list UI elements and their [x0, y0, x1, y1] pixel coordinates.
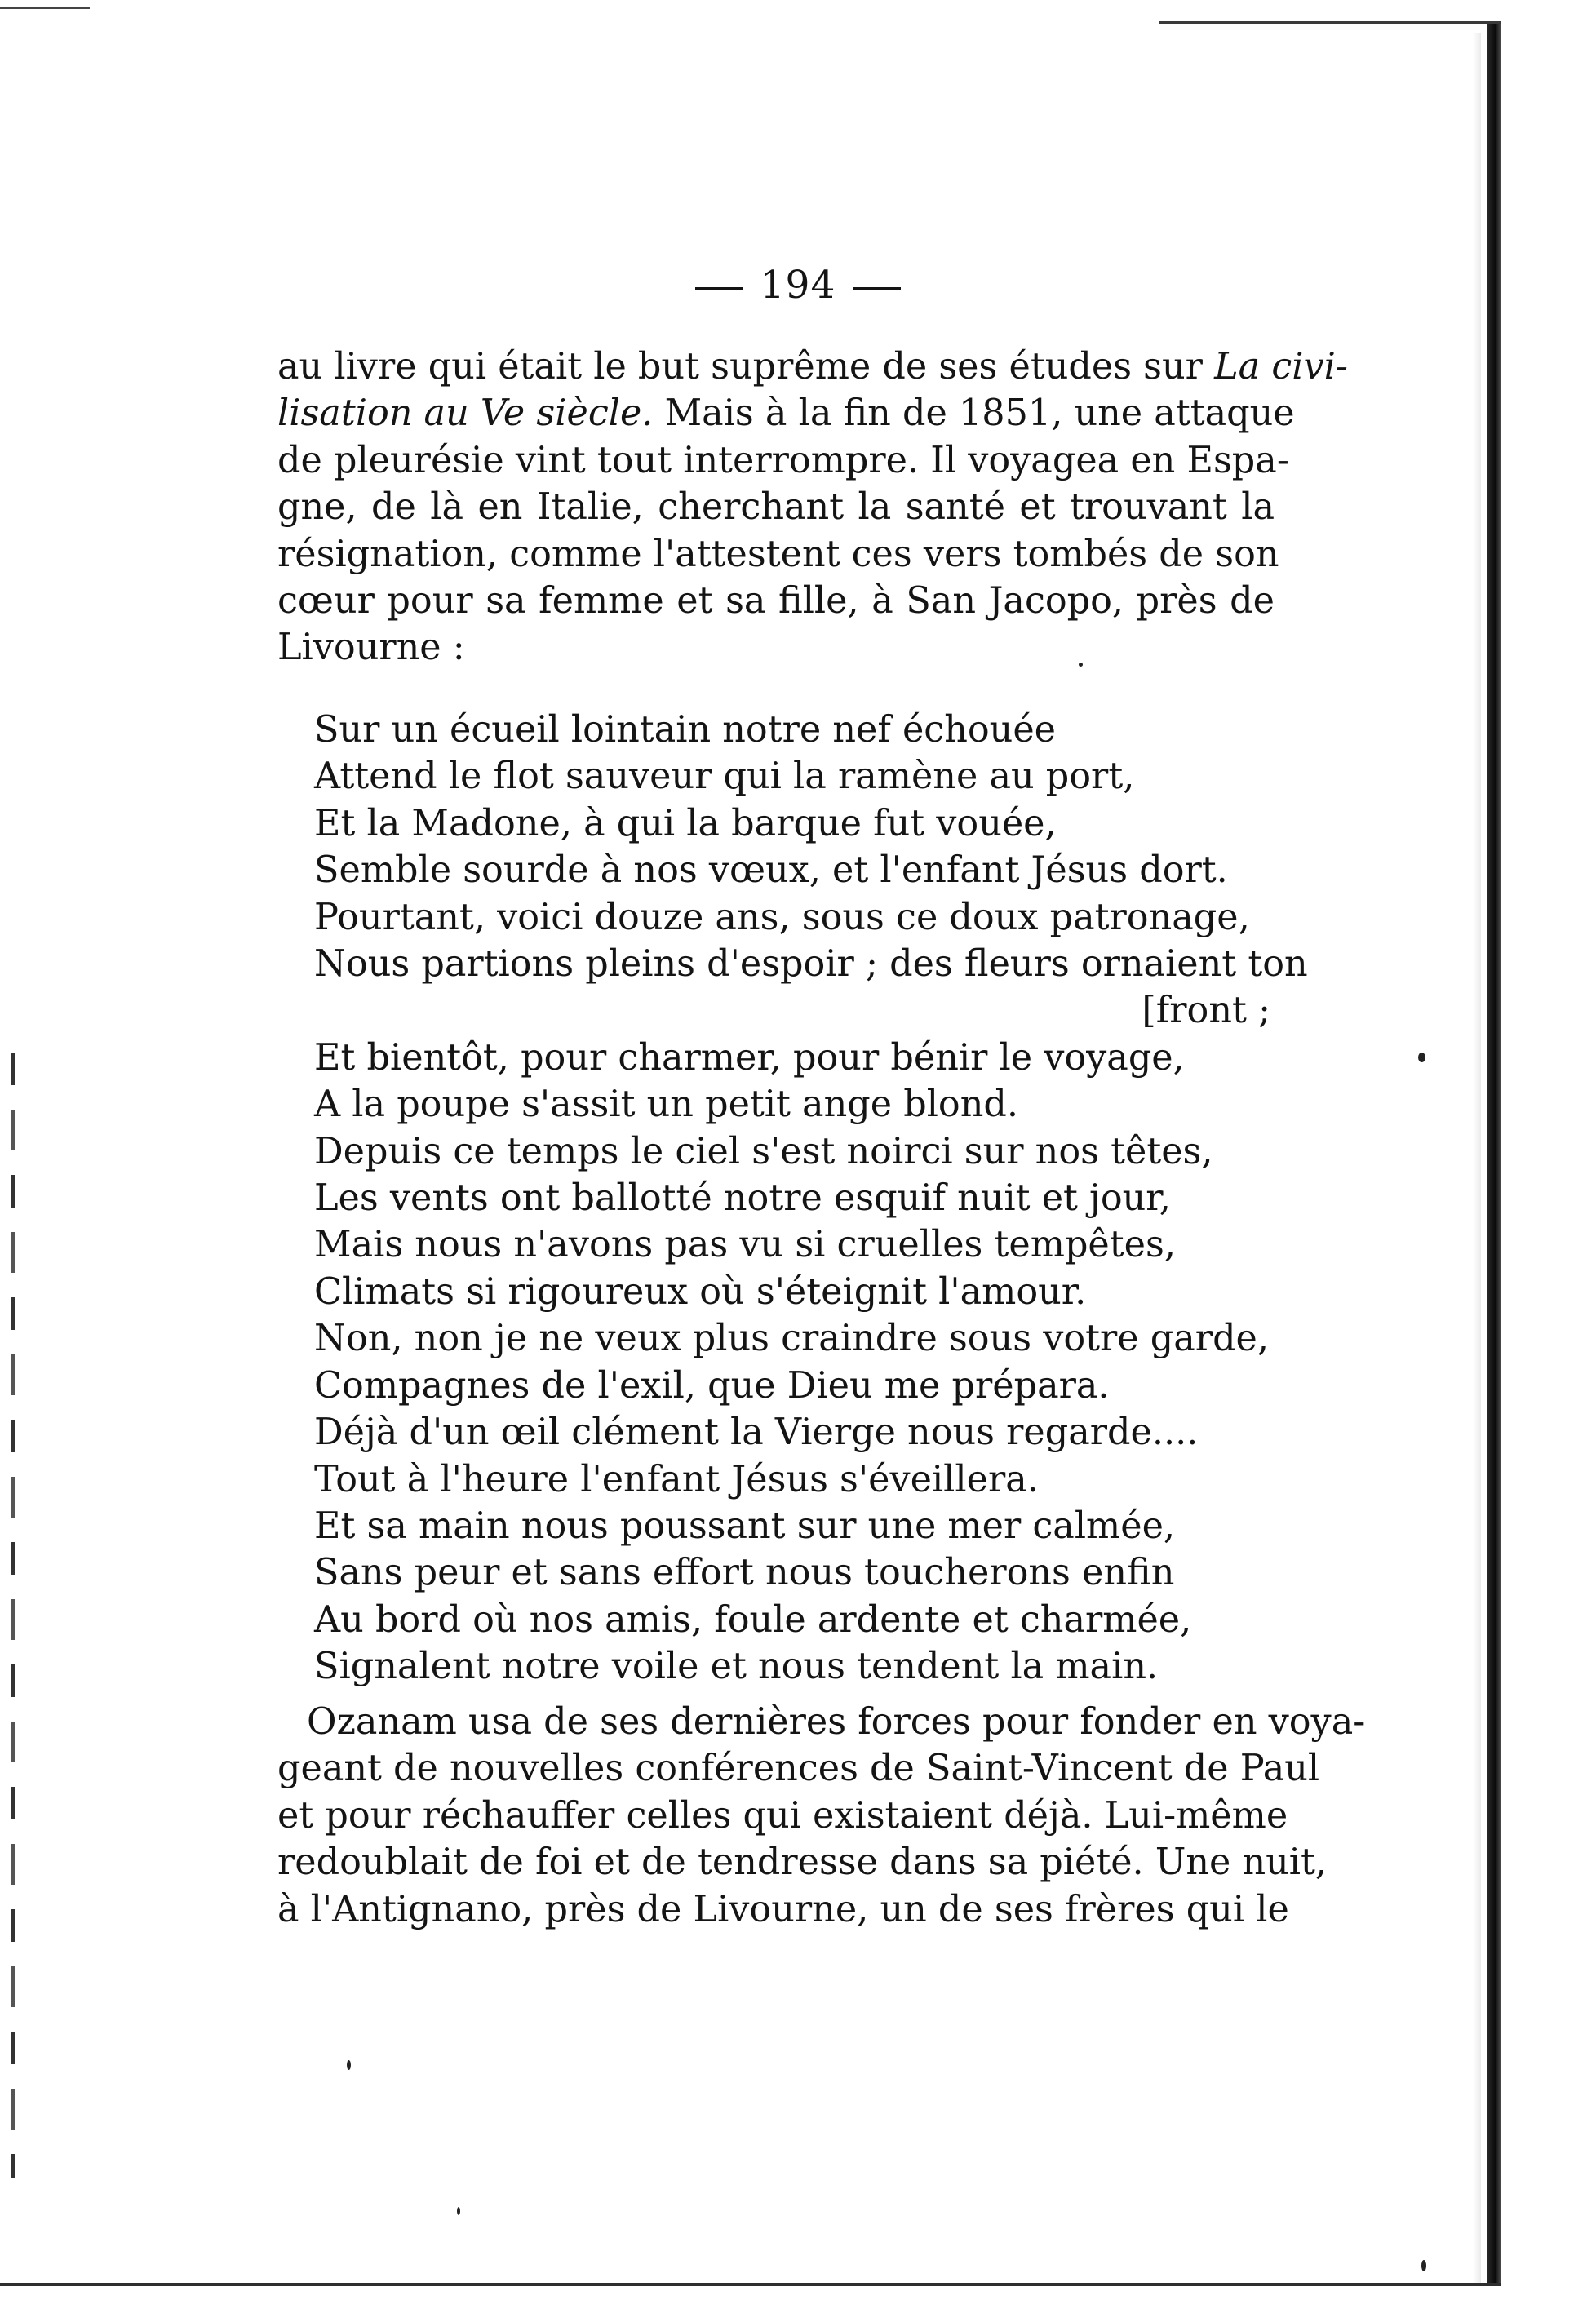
scan-mark — [0, 7, 90, 9]
verse-line: Nous partions pleins d'espoir ; des fleurs ornaient ton — [314, 943, 1308, 986]
verse-line: Tout à l'heure l'enfant Jésus s'éveillera. — [314, 1458, 1039, 1500]
scan-edge-right — [1487, 24, 1501, 2285]
ink-speck — [347, 2060, 351, 2070]
ink-speck — [1418, 1053, 1425, 1062]
page-number — [0, 263, 1596, 308]
text-line: Ozanam usa de ses dernières forces pour fonder en voya- — [307, 1701, 1366, 1743]
scan-edge-left — [11, 1053, 15, 2178]
scan-edge-top — [1159, 21, 1501, 24]
text-line: de pleurésie vint tout interrompre. Il voyagea en Espa- — [277, 439, 1289, 481]
verse-line: Sur un écueil lointain notre nef échouée — [314, 709, 1056, 751]
scan-shadow — [1473, 33, 1481, 2285]
ink-speck — [1421, 2260, 1426, 2271]
text-line: cœur pour sa femme et sa fille, à San Jacopo, près de — [277, 580, 1275, 623]
ink-speck — [457, 2207, 460, 2215]
verse-line: Déjà d'un œil clément la Vierge nous regarde.... — [314, 1412, 1199, 1454]
paragraph-ozanam — [277, 1699, 1366, 1933]
text-line: geant de nouvelles conférences de Saint-Vincent de Paul — [277, 1748, 1320, 1790]
paragraph-intro — [277, 343, 1348, 671]
verse-line: A la poupe s'assit un petit ange blond. — [314, 1084, 1019, 1126]
text-line: résignation, comme l'attestent ces vers tombés de son — [277, 533, 1279, 575]
verse-line: Compagnes de l'exil, que Dieu me prépara. — [314, 1364, 1110, 1407]
text-line: au livre qui était le but suprême de ses études sur La civi- — [277, 346, 1348, 388]
verse-line: Au bord où nos amis, foule ardente et charmée, — [314, 1598, 1192, 1641]
verse-line: Mais nous n'avons pas vu si cruelles tempêtes, — [314, 1224, 1176, 1266]
page-number-value: 194 — [760, 263, 836, 308]
verse-line-continuation: [front ; — [1142, 990, 1270, 1032]
text-line: gne, de là en Italie, cherchant la santé et trouvant la — [277, 486, 1275, 529]
verse-line: Et bientôt, pour charmer, pour bénir le voyage, — [314, 1036, 1185, 1079]
text-line: Livourne : — [277, 627, 465, 669]
verse-line: Les vents ont ballotté notre esquif nuit et jour, — [314, 1177, 1171, 1220]
verse-line: Et sa main nous poussant sur une mer calmée, — [314, 1505, 1176, 1547]
text-line: et pour réchauffer celles qui existaient déjà. Lui-même — [277, 1794, 1288, 1837]
poem — [314, 707, 1308, 1691]
text-line: à l'Antignano, près de Livourne, un de ses frères qui le — [277, 1888, 1289, 1930]
verse-line: Non, non je ne veux plus craindre sous votre garde, — [314, 1318, 1270, 1360]
dash-left — [695, 287, 743, 290]
verse-line: Depuis ce temps le ciel s'est noirci sur nos têtes, — [314, 1130, 1213, 1172]
verse-line: Climats si rigoureux où s'éteignit l'amour. — [314, 1270, 1087, 1313]
verse-line: Pourtant, voici douze ans, sous ce doux patronage, — [314, 896, 1250, 938]
verse-line: Attend le flot sauveur qui la ramène au port, — [314, 756, 1135, 798]
verse-line: Signalent notre voile et nous tendent la main. — [314, 1646, 1159, 1688]
verse-line: Semble sourde à nos vœux, et l'enfant Jésus dort. — [314, 849, 1228, 892]
text-line: lisation au Ve siècle. Mais à la fin de 1851, une attaque — [277, 392, 1295, 435]
verse-line: Sans peur et sans effort nous toucherons enfin — [314, 1552, 1175, 1594]
scan-edge-bottom — [0, 2283, 1501, 2286]
text-line: redoublait de foi et de tendresse dans sa piété. Une nuit, — [277, 1841, 1328, 1884]
dash-right — [853, 287, 901, 290]
verse-line: Et la Madone, à qui la barque fut vouée, — [314, 802, 1057, 844]
